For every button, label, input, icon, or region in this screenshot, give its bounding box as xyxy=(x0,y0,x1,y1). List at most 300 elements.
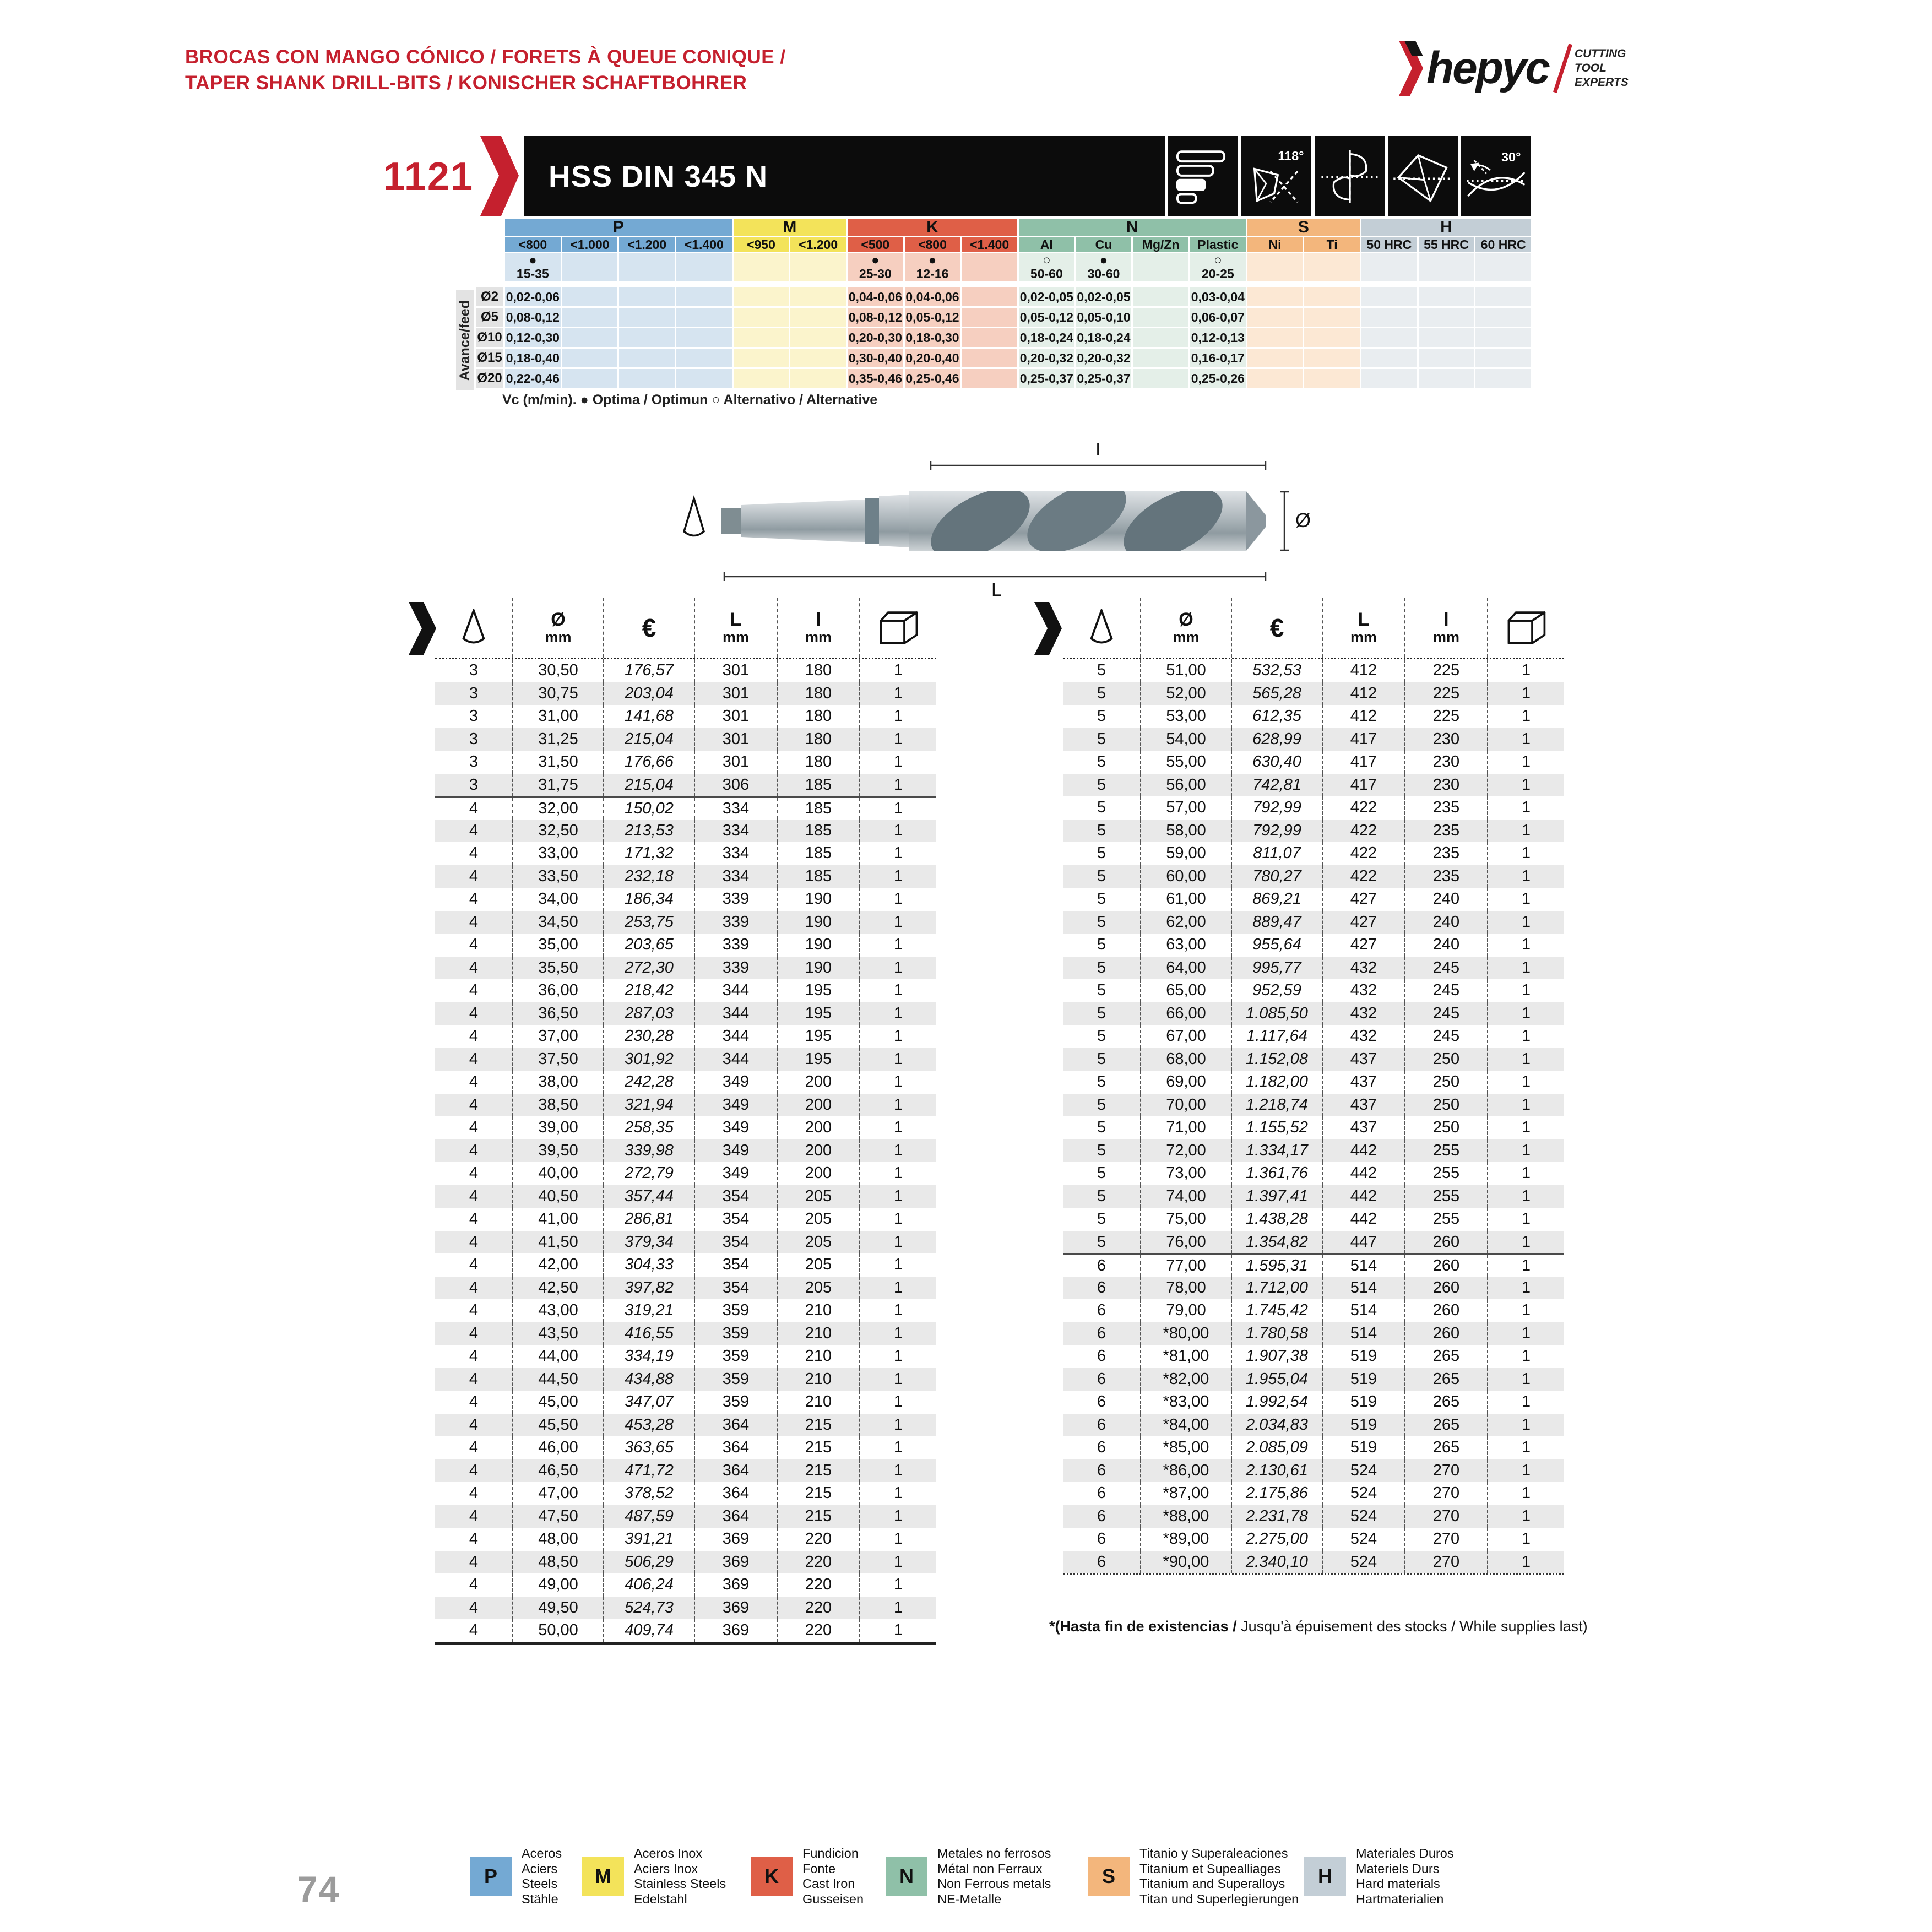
table-cell: 1.361,76 xyxy=(1231,1162,1322,1185)
material-name-line: Aceros xyxy=(522,1846,562,1860)
feed-bars-icon xyxy=(1168,136,1238,216)
table-cell: 524 xyxy=(1322,1459,1404,1483)
table-cell: 3 xyxy=(469,661,479,680)
table-cell: 141,68 xyxy=(603,705,694,728)
table-cell: 5 xyxy=(1097,1027,1106,1045)
table-cell: 205 xyxy=(777,1185,859,1208)
table-cell: 339 xyxy=(694,888,777,911)
material-name-line: Aciers Inox xyxy=(634,1861,698,1876)
table-cell: 2.340,10 xyxy=(1231,1551,1322,1574)
feed-subheader: <950 xyxy=(734,237,789,252)
dim-label-dia: Ø xyxy=(1295,509,1311,531)
table-cell: 1 xyxy=(859,1368,936,1391)
table-cell: 437 xyxy=(1322,1071,1404,1094)
feed-value-cell xyxy=(962,349,1017,367)
table-cell: 1.218,74 xyxy=(1231,1094,1322,1117)
table-cell: 1 xyxy=(859,842,936,865)
table-cell: 235 xyxy=(1404,796,1487,820)
table-cell: 43,00 xyxy=(512,1299,603,1322)
table-cell: 1 xyxy=(1487,1071,1564,1094)
feed-subheader: 60 HRC xyxy=(1475,237,1531,252)
feed-value-cell xyxy=(1133,349,1188,367)
feed-value-cell xyxy=(1419,308,1474,327)
feed-value-cell: 0,18-0,24 xyxy=(1019,328,1074,347)
table-cell: 1.907,38 xyxy=(1231,1345,1322,1368)
table-row xyxy=(435,957,936,980)
table-cell: 5 xyxy=(1097,753,1106,771)
table-cell: *84,00 xyxy=(1140,1414,1231,1437)
table-row xyxy=(435,1368,936,1391)
feed-value-cell xyxy=(1419,287,1474,306)
table-cell: 4 xyxy=(469,1119,479,1137)
table-cell: 432 xyxy=(1322,1002,1404,1025)
table-cell: 250 xyxy=(1404,1071,1487,1094)
table-cell: 4 xyxy=(469,1393,479,1411)
table-row xyxy=(435,1414,936,1437)
table-cell: 245 xyxy=(1404,1002,1487,1025)
feed-value-cell xyxy=(790,308,846,327)
vc-symbol: ○ xyxy=(1043,253,1051,268)
table-cell: 56,00 xyxy=(1140,774,1231,797)
table-cell: 1 xyxy=(1487,1162,1564,1185)
table-cell: 220 xyxy=(777,1573,859,1597)
table-cell: 519 xyxy=(1322,1368,1404,1391)
table-cell: 37,00 xyxy=(512,1025,603,1048)
table-row xyxy=(435,682,936,705)
table-cell: 1 xyxy=(1487,1277,1564,1300)
feed-subheader: <1.200 xyxy=(790,237,846,252)
feed-value-cell xyxy=(1475,328,1531,347)
table-cell: 1 xyxy=(1487,1299,1564,1322)
feed-value-cell xyxy=(562,328,618,347)
feed-value-cell xyxy=(1361,369,1417,388)
table-cell: 265 xyxy=(1404,1436,1487,1459)
table-cell: 349 xyxy=(694,1116,777,1139)
table-row xyxy=(435,1277,936,1300)
feed-value-cell xyxy=(1419,349,1474,367)
table-cell: 4 xyxy=(469,799,479,817)
feed-vc-cell xyxy=(905,253,960,281)
table-cell: 442 xyxy=(1322,1162,1404,1185)
table-cell: 1 xyxy=(1487,1185,1564,1208)
material-legend-item xyxy=(470,1846,562,1907)
table-cell: 4 xyxy=(469,1278,479,1296)
table-cell: 48,00 xyxy=(512,1528,603,1551)
table-cell: 334 xyxy=(694,865,777,888)
length-column-header: L mm xyxy=(1322,598,1404,658)
table-cell: 6 xyxy=(1097,1530,1106,1548)
feed-value-cell: 0,04-0,06 xyxy=(905,287,960,306)
cone-symbol xyxy=(684,498,704,536)
table-row xyxy=(435,1391,936,1414)
table-row xyxy=(1063,1322,1564,1345)
table-cell: 1 xyxy=(1487,1368,1564,1391)
table-cell: 232,18 xyxy=(603,865,694,888)
feed-value-cell xyxy=(1361,287,1417,306)
feed-legend: Vc (m/min). ● Optima / Optimun ○ Alternativo / Alternative xyxy=(502,392,878,408)
table-cell: 210 xyxy=(777,1322,859,1345)
table-cell: 171,32 xyxy=(603,842,694,865)
feed-value-cell: 0,25-0,37 xyxy=(1019,369,1074,388)
feed-vc-cell xyxy=(1475,253,1531,281)
table-cell: 524 xyxy=(1322,1551,1404,1574)
table-row xyxy=(435,796,936,820)
package-icon xyxy=(877,609,920,647)
table-row xyxy=(1063,1459,1564,1483)
table-cell: *89,00 xyxy=(1140,1528,1231,1551)
feed-value-cell xyxy=(1247,328,1303,347)
table-cell: 1 xyxy=(859,1253,936,1277)
feed-value-cell xyxy=(1247,287,1303,306)
table-row xyxy=(435,1597,936,1620)
table-cell: 230 xyxy=(1404,774,1487,797)
diameter-column-header: Ø mm xyxy=(1140,598,1231,658)
table-cell: 1 xyxy=(1487,1414,1564,1437)
table-row xyxy=(1063,1185,1564,1208)
table-cell: 952,59 xyxy=(1231,979,1322,1002)
table-row xyxy=(435,1253,936,1277)
table-cell: 1 xyxy=(1487,1025,1564,1048)
table-cell: 2.034,83 xyxy=(1231,1414,1322,1437)
feed-value-cell: 0,05-0,10 xyxy=(1076,308,1132,327)
table-cell: 1.117,64 xyxy=(1231,1025,1322,1048)
table-cell: 3 xyxy=(469,753,479,771)
table-cell: 1 xyxy=(1487,911,1564,934)
table-cell: 4 xyxy=(469,1256,479,1274)
table-cell: 1 xyxy=(859,1025,936,1048)
table-header xyxy=(1063,598,1564,659)
table-cell: 3 xyxy=(469,730,479,748)
table-cell: 265 xyxy=(1404,1345,1487,1368)
feed-subheader: <1.400 xyxy=(676,237,732,252)
table-cell: 514 xyxy=(1322,1322,1404,1345)
material-legend xyxy=(0,1846,1932,1932)
feed-subheader: 50 HRC xyxy=(1361,237,1417,252)
table-cell: 203,65 xyxy=(603,934,694,957)
table-body xyxy=(1063,659,1564,1573)
material-name-line: Stähle xyxy=(522,1891,558,1906)
table-row xyxy=(1063,1048,1564,1071)
table-cell: 339 xyxy=(694,957,777,980)
feed-gap xyxy=(1076,283,1132,286)
feed-gap xyxy=(619,283,675,286)
table-cell: 45,50 xyxy=(512,1414,603,1437)
table-row xyxy=(435,1436,936,1459)
material-name-line: Materiels Durs xyxy=(1356,1861,1440,1876)
table-cell: 1 xyxy=(859,1002,936,1025)
table-cell: 1 xyxy=(859,1619,936,1642)
table-cell: 215 xyxy=(777,1482,859,1505)
table-cell: 357,44 xyxy=(603,1185,694,1208)
table-cell: 200 xyxy=(777,1071,859,1094)
table-row xyxy=(1063,1253,1564,1277)
table-cell: 260 xyxy=(1404,1231,1487,1254)
table-cell: 1.182,00 xyxy=(1231,1071,1322,1094)
table-row xyxy=(1063,1025,1564,1048)
table-cell: 51,00 xyxy=(1140,659,1231,682)
feed-value-cell xyxy=(619,308,675,327)
table-cell: 245 xyxy=(1404,1025,1487,1048)
table-row xyxy=(435,1459,936,1483)
feed-value-cell: 0,20-0,32 xyxy=(1076,349,1132,367)
table-cell: 4 xyxy=(469,1324,479,1342)
table-cell: 220 xyxy=(777,1528,859,1551)
banner-chevron-icon xyxy=(480,136,519,216)
table-cell: 1 xyxy=(859,1482,936,1505)
footnote-rest: Jusqu'à épuisement des stocks / While supplies last) xyxy=(1241,1618,1588,1635)
table-cell: 1 xyxy=(859,1048,936,1071)
table-cell: 176,66 xyxy=(603,751,694,774)
table-cell: 334,19 xyxy=(603,1345,694,1368)
material-swatch: H xyxy=(1304,1857,1346,1896)
table-cell: 344 xyxy=(694,1048,777,1071)
table-cell: 5 xyxy=(1097,661,1106,680)
feed-value-cell: 0,25-0,37 xyxy=(1076,369,1132,388)
table-cell: 6 xyxy=(1097,1347,1106,1365)
table-cell: 32,50 xyxy=(512,820,603,843)
table-cell: 5 xyxy=(1097,684,1106,702)
table-cell: 1 xyxy=(859,1459,936,1483)
point-angle-icon xyxy=(1241,136,1311,216)
table-cell: 50,00 xyxy=(512,1619,603,1642)
table-cell: 4 xyxy=(469,936,479,954)
feed-value-cell xyxy=(1304,308,1360,327)
feed-value-cell xyxy=(562,287,618,306)
table-row xyxy=(1063,1551,1564,1574)
feed-vc-cell xyxy=(1076,253,1132,281)
table-row xyxy=(1063,1208,1564,1231)
table-cell: 306 xyxy=(694,774,777,797)
feed-gap xyxy=(1304,283,1360,286)
table-cell: 258,35 xyxy=(603,1116,694,1139)
table-cell: 339 xyxy=(694,911,777,934)
table-cell: 4 xyxy=(469,1347,479,1365)
feed-value-cell xyxy=(1304,349,1360,367)
table-cell: 1 xyxy=(1487,1002,1564,1025)
table-cell: 265 xyxy=(1404,1368,1487,1391)
feed-vc-cell xyxy=(734,253,789,281)
table-row xyxy=(1063,865,1564,888)
vc-value: 25-30 xyxy=(859,267,892,281)
feed-value-cell: 0,08-0,12 xyxy=(848,308,903,327)
table-cell: 5 xyxy=(1097,799,1106,817)
table-cell: 1 xyxy=(859,1436,936,1459)
table-cell: 4 xyxy=(469,867,479,885)
feed-group-header: S xyxy=(1247,219,1360,236)
table-cell: 1 xyxy=(1487,957,1564,980)
svg-text:30°: 30° xyxy=(1501,149,1521,164)
table-cell: 272,79 xyxy=(603,1162,694,1185)
feed-value-cell xyxy=(619,349,675,367)
table-cell: 1 xyxy=(859,728,936,751)
table-cell: 55,00 xyxy=(1140,751,1231,774)
table-cell: 270 xyxy=(1404,1459,1487,1483)
material-name-line: NE-Metalle xyxy=(937,1891,1002,1906)
cone-column-header xyxy=(1063,598,1140,658)
table-cell: 359 xyxy=(694,1391,777,1414)
table-cell: 3 xyxy=(469,775,479,794)
table-cell: 334 xyxy=(694,798,777,820)
table-cell: 218,42 xyxy=(603,979,694,1002)
material-name-line: Titanium and Superalloys xyxy=(1139,1876,1285,1891)
table-cell: 215 xyxy=(777,1505,859,1528)
diameter-column-header: Ø mm xyxy=(512,598,603,658)
table-row xyxy=(435,1185,936,1208)
table-cell: 6 xyxy=(1097,1553,1106,1571)
table-cell: 39,50 xyxy=(512,1139,603,1163)
table-cell: 412 xyxy=(1322,705,1404,728)
table-row xyxy=(1063,1071,1564,1094)
table-cell: 1 xyxy=(1487,888,1564,911)
table-cell: 422 xyxy=(1322,796,1404,820)
table-cell: 344 xyxy=(694,979,777,1002)
table-cell: 369 xyxy=(694,1597,777,1620)
table-cell: 369 xyxy=(694,1619,777,1642)
feed-table xyxy=(476,219,1531,388)
feed-gap xyxy=(848,283,903,286)
table-cell: 4 xyxy=(469,1187,479,1205)
table-cell: 514 xyxy=(1322,1277,1404,1300)
banner-icon-tiles xyxy=(1165,136,1531,216)
table-row xyxy=(1063,1482,1564,1505)
feed-gap xyxy=(1190,283,1246,286)
table-cell: 397,82 xyxy=(603,1277,694,1300)
table-cell: 6 xyxy=(1097,1278,1106,1296)
table-cell: 230 xyxy=(1404,728,1487,751)
table-row xyxy=(435,1322,936,1345)
table-cell: 40,00 xyxy=(512,1162,603,1185)
feed-group-header: P xyxy=(505,219,732,236)
table-cell: 180 xyxy=(777,682,859,705)
table-cell: 242,28 xyxy=(603,1071,694,1094)
brand-logo xyxy=(1399,41,1629,96)
table-cell: 195 xyxy=(777,1048,859,1071)
feed-value-cell xyxy=(734,369,789,388)
table-cell: 391,21 xyxy=(603,1528,694,1551)
table-cell: 5 xyxy=(1097,890,1106,908)
page-title xyxy=(185,44,786,96)
table-cell: 1 xyxy=(859,911,936,934)
table-cell: 78,00 xyxy=(1140,1277,1231,1300)
table-cell: 811,07 xyxy=(1231,842,1322,865)
cone-icon xyxy=(1087,609,1116,647)
table-cell: 1.152,08 xyxy=(1231,1048,1322,1071)
table-cell: *86,00 xyxy=(1140,1459,1231,1483)
table-cell: 4 xyxy=(469,1027,479,1045)
table-cell: 1 xyxy=(1487,705,1564,728)
table-cell: 524 xyxy=(1322,1505,1404,1528)
table-cell: 31,75 xyxy=(512,774,603,797)
table-cell: 47,50 xyxy=(512,1505,603,1528)
table-row xyxy=(435,979,936,1002)
table-cell: 1.438,28 xyxy=(1231,1208,1322,1231)
table-cell: 4 xyxy=(469,1484,479,1502)
table-cell: 59,00 xyxy=(1140,842,1231,865)
table-cell: 215,04 xyxy=(603,774,694,797)
table-row xyxy=(435,820,936,843)
table-cell: 869,21 xyxy=(1231,888,1322,911)
table-cell: 57,00 xyxy=(1140,796,1231,820)
table-cell: 4 xyxy=(469,1553,479,1571)
table-row xyxy=(435,1528,936,1551)
table-cell: 301 xyxy=(694,751,777,774)
table-cell: 519 xyxy=(1322,1345,1404,1368)
table-cell: 39,00 xyxy=(512,1116,603,1139)
table-cell: 514 xyxy=(1322,1299,1404,1322)
table-row xyxy=(435,1094,936,1117)
feed-value-cell: 0,18-0,40 xyxy=(505,349,561,367)
table-cell: 4 xyxy=(469,1370,479,1388)
table-cell: 1 xyxy=(859,1277,936,1300)
material-name-line: Edelstahl xyxy=(634,1891,687,1906)
material-legend-item xyxy=(1304,1846,1454,1907)
table-cell: 417 xyxy=(1322,774,1404,797)
feed-subheader: <1.200 xyxy=(619,237,675,252)
material-name-line: Non Ferrous metals xyxy=(937,1876,1051,1891)
packaging-column-header xyxy=(859,598,936,658)
table-cell: 1 xyxy=(859,1071,936,1094)
table-row xyxy=(1063,1162,1564,1185)
table-cell: 210 xyxy=(777,1299,859,1322)
table-cell: 6 xyxy=(1097,1301,1106,1320)
feed-subheader: <1.400 xyxy=(962,237,1017,252)
feed-value-cell xyxy=(1475,308,1531,327)
table-cell: 79,00 xyxy=(1140,1299,1231,1322)
table-row xyxy=(435,1482,936,1505)
feed-value-cell xyxy=(1304,287,1360,306)
table-cell: 4 xyxy=(469,1576,479,1594)
feed-subheader: Mg/Zn xyxy=(1133,237,1188,252)
feed-gap xyxy=(1247,283,1303,286)
table-cell: 334 xyxy=(694,820,777,843)
table-cell: 255 xyxy=(1404,1208,1487,1231)
material-legend-item xyxy=(751,1846,864,1907)
feed-vc-cell xyxy=(505,253,561,281)
table-cell: 6 xyxy=(1097,1256,1106,1274)
table-cell: 349 xyxy=(694,1094,777,1117)
feed-value-cell xyxy=(619,369,675,388)
table-cell: 1 xyxy=(859,1162,936,1185)
material-name-line: Fundicion xyxy=(802,1846,859,1860)
table-cell: 2.275,00 xyxy=(1231,1528,1322,1551)
vc-value: 30-60 xyxy=(1087,267,1120,281)
feed-value-cell: 0,05-0,12 xyxy=(905,308,960,327)
table-cell: 77,00 xyxy=(1140,1255,1231,1277)
feed-row-label: Ø10 xyxy=(476,328,503,347)
table-cell: 412 xyxy=(1322,659,1404,682)
table-cell: 195 xyxy=(777,1002,859,1025)
feed-value-cell xyxy=(1475,287,1531,306)
table-row xyxy=(1063,1414,1564,1437)
table-row xyxy=(435,1573,936,1597)
table-cell: 5 xyxy=(1097,1050,1106,1068)
feed-vc-cell xyxy=(848,253,903,281)
feed-value-cell xyxy=(962,287,1017,306)
price-column-header: € xyxy=(1231,598,1322,658)
table-cell: 5 xyxy=(1097,1233,1106,1251)
table-cell: 68,00 xyxy=(1140,1048,1231,1071)
table-cell: 213,53 xyxy=(603,820,694,843)
table-cell: 453,28 xyxy=(603,1414,694,1437)
feed-value-cell xyxy=(1133,328,1188,347)
table-cell: 1 xyxy=(859,705,936,728)
feed-subheader: Ti xyxy=(1304,237,1360,252)
table-cell: *90,00 xyxy=(1140,1551,1231,1574)
table-row xyxy=(1063,1368,1564,1391)
table-row xyxy=(435,1551,936,1574)
table-cell: 35,50 xyxy=(512,957,603,980)
vc-symbol: ● xyxy=(529,253,537,268)
